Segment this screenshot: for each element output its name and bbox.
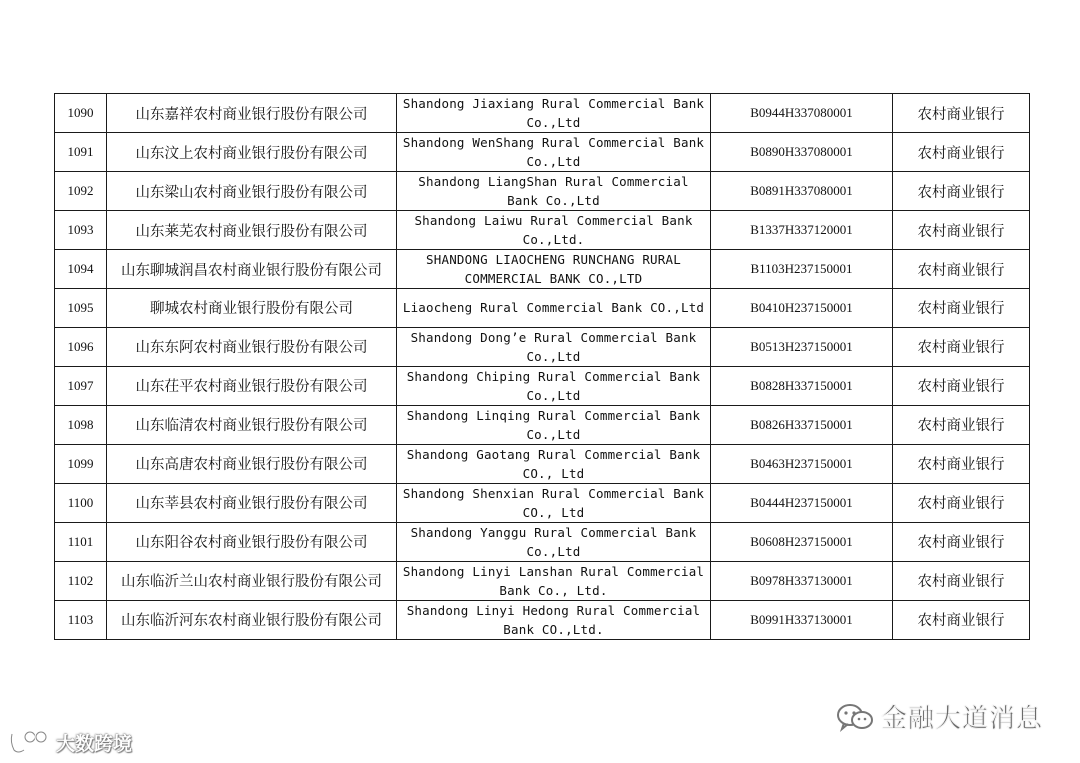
row-number: 1095 bbox=[55, 289, 107, 328]
row-number: 1102 bbox=[55, 561, 107, 600]
bank-name-en bbox=[397, 250, 711, 289]
bank-name-cn: 山东临沂兰山农村商业银行股份有限公司 bbox=[107, 561, 397, 600]
table-row bbox=[55, 366, 1030, 405]
bank-name-cn: 山东莱芜农村商业银行股份有限公司 bbox=[107, 211, 397, 250]
bank-name-en bbox=[397, 522, 711, 561]
bank-name-en bbox=[397, 211, 711, 250]
institution-code: B1103H237150001 bbox=[711, 250, 893, 289]
bank-name-cn: 山东梁山农村商业银行股份有限公司 bbox=[107, 172, 397, 211]
institution-type: 农村商业银行 bbox=[893, 405, 1030, 444]
institution-code: B0891H337080001 bbox=[711, 172, 893, 211]
bank-list-table bbox=[54, 93, 1030, 640]
row-number: 1092 bbox=[55, 172, 107, 211]
table-row bbox=[55, 522, 1030, 561]
institution-type: 农村商业银行 bbox=[893, 250, 1030, 289]
institution-type: 农村商业银行 bbox=[893, 133, 1030, 172]
table-row bbox=[55, 483, 1030, 522]
bank-name-en bbox=[397, 405, 711, 444]
bank-name-cn: 山东临沂河东农村商业银行股份有限公司 bbox=[107, 600, 397, 639]
row-number: 1093 bbox=[55, 211, 107, 250]
institution-code: B0513H237150001 bbox=[711, 327, 893, 366]
bank-name-en-text: Shandong Linyi Lanshan Rural Commercial Bank Co., Ltd. bbox=[402, 563, 705, 598]
row-number: 1097 bbox=[55, 366, 107, 405]
watermark-right-text: 金融大道消息 bbox=[881, 704, 1044, 734]
table-row bbox=[55, 327, 1030, 366]
bank-name-cn: 山东聊城润昌农村商业银行股份有限公司 bbox=[107, 250, 397, 289]
row-number: 1096 bbox=[55, 327, 107, 366]
table-row bbox=[55, 561, 1030, 600]
bank-name-en-text: Shandong Jiaxiang Rural Commercial Bank Co.,Ltd bbox=[402, 96, 705, 130]
bank-name-en-text: Shandong Yanggu Rural Commercial Bank Co.,Ltd bbox=[410, 524, 697, 559]
table-row bbox=[55, 600, 1030, 639]
table-row bbox=[55, 444, 1030, 483]
institution-code: B0608H237150001 bbox=[711, 522, 893, 561]
bank-name-en bbox=[397, 600, 711, 639]
institution-type: 农村商业银行 bbox=[893, 483, 1030, 522]
institution-type: 农村商业银行 bbox=[893, 522, 1030, 561]
institution-code: B0410H237150001 bbox=[711, 289, 893, 328]
institution-type: 农村商业银行 bbox=[893, 444, 1030, 483]
bank-name-cn: 山东高唐农村商业银行股份有限公司 bbox=[107, 444, 397, 483]
bank-name-en bbox=[397, 444, 711, 483]
row-number: 1103 bbox=[55, 600, 107, 639]
institution-code: B0828H337150001 bbox=[711, 366, 893, 405]
bank-name-en bbox=[397, 94, 711, 133]
bank-name-cn: 山东嘉祥农村商业银行股份有限公司 bbox=[107, 94, 397, 133]
bank-name-en bbox=[397, 172, 711, 211]
institution-type: 农村商业银行 bbox=[893, 561, 1030, 600]
row-number: 1094 bbox=[55, 250, 107, 289]
row-number: 1098 bbox=[55, 405, 107, 444]
table-row bbox=[55, 172, 1030, 211]
institution-code: B0463H237150001 bbox=[711, 444, 893, 483]
bank-name-en-text: Shandong Dong’e Rural Commercial Bank Co.,Ltd bbox=[410, 329, 697, 364]
bank-name-cn: 山东阳谷农村商业银行股份有限公司 bbox=[107, 522, 397, 561]
bank-name-en-text: Shandong Shenxian Rural Commercial Bank CO., Ltd bbox=[402, 485, 705, 520]
wechat-icon bbox=[835, 702, 875, 732]
bank-name-en-text: Liaocheng Rural Commercial Bank CO.,Ltd bbox=[402, 300, 705, 316]
table-row bbox=[55, 250, 1030, 289]
institution-type: 农村商业银行 bbox=[893, 600, 1030, 639]
institution-code: B0978H337130001 bbox=[711, 561, 893, 600]
bank-name-en-text: Shandong Laiwu Rural Commercial Bank Co.,Ltd. bbox=[414, 213, 693, 247]
bank-name-en bbox=[397, 483, 711, 522]
bank-name-en-text: Shandong WenShang Rural Commercial Bank Co.,Ltd bbox=[402, 135, 705, 169]
bank-name-cn: 山东莘县农村商业银行股份有限公司 bbox=[107, 483, 397, 522]
table-row bbox=[55, 94, 1030, 133]
institution-code: B0444H237150001 bbox=[711, 483, 893, 522]
institution-type: 农村商业银行 bbox=[893, 94, 1030, 133]
institution-type: 农村商业银行 bbox=[893, 211, 1030, 250]
institution-code: B0991H337130001 bbox=[711, 600, 893, 639]
brand-logo-icon bbox=[8, 728, 52, 756]
bank-name-cn: 山东东阿农村商业银行股份有限公司 bbox=[107, 327, 397, 366]
watermark-left bbox=[8, 728, 132, 756]
institution-type: 农村商业银行 bbox=[893, 327, 1030, 366]
institution-code: B1337H337120001 bbox=[711, 211, 893, 250]
bank-list-body bbox=[55, 94, 1030, 640]
bank-name-cn: 山东汶上农村商业银行股份有限公司 bbox=[107, 133, 397, 172]
bank-name-en bbox=[397, 366, 711, 405]
row-number: 1099 bbox=[55, 444, 107, 483]
table-row bbox=[55, 289, 1030, 328]
table-row bbox=[55, 405, 1030, 444]
row-number: 1101 bbox=[55, 522, 107, 561]
row-number: 1090 bbox=[55, 94, 107, 133]
bank-name-cn: 聊城农村商业银行股份有限公司 bbox=[107, 289, 397, 328]
bank-name-cn: 山东茌平农村商业银行股份有限公司 bbox=[107, 366, 397, 405]
institution-code: B0826H337150001 bbox=[711, 405, 893, 444]
bank-name-en-text: Shandong Linyi Hedong Rural Commercial Bank CO.,Ltd. bbox=[406, 602, 701, 637]
bank-name-cn: 山东临清农村商业银行股份有限公司 bbox=[107, 405, 397, 444]
bank-name-en-text: Shandong Chiping Rural Commercial Bank Co.,Ltd bbox=[406, 368, 701, 403]
table-row bbox=[55, 211, 1030, 250]
institution-code: B0944H337080001 bbox=[711, 94, 893, 133]
bank-name-en bbox=[397, 327, 711, 366]
institution-type: 农村商业银行 bbox=[893, 289, 1030, 328]
bank-name-en-text: SHANDONG LIAOCHENG RUNCHANG RURAL COMMERCIAL BANK CO.,LTD bbox=[426, 252, 681, 286]
bank-name-en bbox=[397, 289, 711, 328]
bank-name-en-text: Shandong LiangShan Rural Commercial Bank Co.,Ltd bbox=[418, 174, 689, 208]
row-number: 1100 bbox=[55, 483, 107, 522]
bank-name-en bbox=[397, 133, 711, 172]
bank-name-en-text: Shandong Gaotang Rural Commercial Bank CO., Ltd bbox=[406, 446, 701, 481]
institution-type: 农村商业银行 bbox=[893, 366, 1030, 405]
watermark-left-text: 大数跨境 bbox=[56, 732, 133, 755]
row-number: 1091 bbox=[55, 133, 107, 172]
institution-code: B0890H337080001 bbox=[711, 133, 893, 172]
bank-name-en bbox=[397, 561, 711, 600]
bank-name-en-text: Shandong Linqing Rural Commercial Bank Co.,Ltd bbox=[406, 407, 701, 442]
watermark-right bbox=[835, 698, 1043, 735]
institution-type: 农村商业银行 bbox=[893, 172, 1030, 211]
table-row bbox=[55, 133, 1030, 172]
